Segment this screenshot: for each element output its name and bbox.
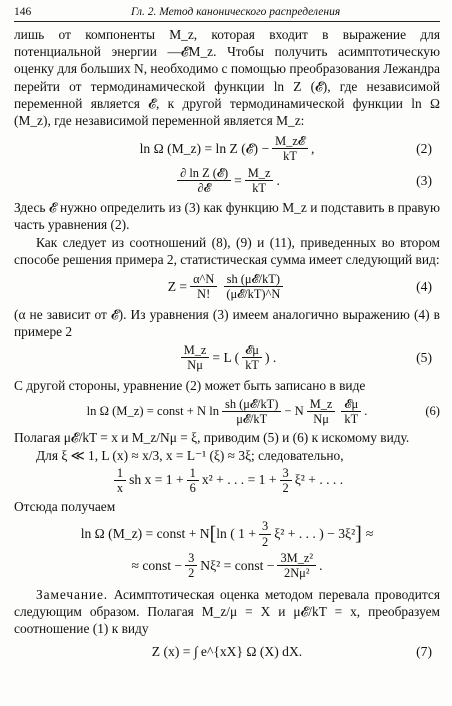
paragraph-4: (α не зависит от 𝓔). Из уравнения (3) имеем аналогично выражению (4) в примере 2 xyxy=(14,306,440,339)
fraction: $\frac{\text{3M\_z²}}{\text{2Nμ²}}$ xyxy=(277,551,316,581)
fraction: $\frac{M\_z}{N\mu}$ xyxy=(181,343,210,373)
fraction: $\frac{1}{x}$ xyxy=(114,466,126,496)
equation-3: $\frac{\text{∂ ln Z (𝓔)}}{\text{∂𝓔}}$ = $\frac{M\_z}{kT}$ . (3) xyxy=(14,166,440,196)
paragraph-8: Отсюда получаем xyxy=(14,499,116,515)
equation-series: $\frac{1}{x}$ sh x = 1 + $\frac{1}{6}$ x² + . . . = 1 + $\frac{3}{2}$ ξ² + . . . . xyxy=(14,466,440,496)
bracket-close: ] xyxy=(355,523,362,546)
equation-number: (5) xyxy=(416,349,432,365)
remark-text: Асимптотическая оценка методом перевала проводится следующим образом. Полагая M_z/μ = X и μ𝓔/kT = x, преобразуем соотношение (1) к виду xyxy=(14,586,440,636)
fraction: $\frac{\text{𝓔μ}}{kT}$ xyxy=(341,397,361,427)
paragraph-remark xyxy=(14,586,440,638)
fraction: $\frac{\text{∂ ln Z (𝓔)}}{\text{∂𝓔}}$ xyxy=(177,166,231,196)
fraction: $\frac{1}{6}$ xyxy=(187,466,199,496)
equation-number: (7) xyxy=(416,644,432,660)
fraction: $\frac{3}{2}$ xyxy=(185,551,197,581)
fraction: $\frac{3}{2}$ xyxy=(280,466,292,496)
equation-number: (4) xyxy=(416,278,432,294)
equation-5: $\frac{M\_z}{N\mu}$ = L ( $\frac{\text{𝓔μ}}{kT}$ ) . (5) xyxy=(14,343,440,373)
equation-7: Z (x) = ∫ e^{xX} Ω (X) dX. (7) xyxy=(151,644,432,660)
equation-number: (6) xyxy=(425,404,440,419)
fraction: $\frac{\text{𝓔μ}}{kT}$ xyxy=(242,343,262,373)
equation-2: ln Ω (M_z) = ln Z (𝓔) − $\frac{\text{M\_z𝓔}}{kT}$ , (2) xyxy=(139,134,432,164)
paragraph-2: Здесь 𝓔 нужно определить из (3) как функцию M_z и подставить в правую часть уравнения (2). xyxy=(14,200,440,233)
equation-number: (2) xyxy=(416,140,432,156)
fraction: $\frac{\text{M\_z𝓔}}{kT}$ xyxy=(272,134,308,164)
fraction: $\frac{\text{sh (μ𝓔/kT)}}{\text{μ𝓔/kT}}$ xyxy=(222,397,281,427)
equation-4: Z = $\frac{\alpha\^{}N}{N!}$ $\frac{\text{sh (μ𝓔/kT)}}{\text{(μ𝓔/kT)\textasciicircum{}N}}$ (4) xyxy=(167,272,432,302)
fraction: $\frac{\alpha\^{}N}{N!}$ xyxy=(190,272,217,302)
paragraph-7: Для ξ ≪ 1, L (x) ≈ x/3, x = L⁻¹ (ξ) ≈ 3ξ; следовательно, xyxy=(36,447,344,463)
equation-6: ln Ω (M_z) = const + N ln $\frac{\text{sh (μ𝓔/kT)}}{\text{μ𝓔/kT}}$ − N $\frac{M\_z}{N\mu}$ $\frac{\text{𝓔μ}}{kT}$ . (6) xyxy=(86,396,440,427)
bracket-open: [ xyxy=(209,523,217,546)
page-number: 146 xyxy=(14,6,32,18)
paragraph-3: Как следует из соотношений (8), (9) и (11), приведенных во втором способе решения примера 2, статистическая сумма имеет следующий вид: xyxy=(14,234,440,267)
paragraph-1: лишь от компоненты M_z, которая входит в выражение для потенциальной энергии —𝓔M_z. Чтобы получить асимптотическую оценку для больших N, необходимо с помощью преобразования Лежандра перейти от термодинамической функции ln Z (𝓔), где независимой переменной является 𝓔, к другой термодинамической функции ln Ω (M_z), где независимой переменной является M_z: xyxy=(14,27,440,129)
fraction: $\frac{M\_z}{N\mu}$ xyxy=(307,397,336,427)
paragraph-6: Полагая μ𝓔/kT = x и M_z/Nμ = ξ, приводим (5) и (6) к искомому виду. xyxy=(14,430,410,446)
equation-expansion: ln Ω (M_z) = const + N [ ln ( 1 + $\frac{3}{2}$ ξ² + . . . ) − 3ξ² ] ≈ xyxy=(80,519,374,549)
equation-result: ≈ const − $\frac{3}{2}$ Nξ² = const − $\frac{\text{3M\_z²}}{\text{2Nμ²}}$ . xyxy=(131,550,323,581)
running-header xyxy=(14,6,440,22)
equation-number: (3) xyxy=(416,172,432,188)
remark-label: Замечание. xyxy=(36,586,109,602)
fraction: $\frac{M\_z}{kT}$ xyxy=(245,166,274,196)
fraction: $\frac{3}{2}$ xyxy=(259,519,271,549)
fraction: $\frac{\text{sh (μ𝓔/kT)}}{\text{(μ𝓔/kT)\textasciicircum{}N}}$ xyxy=(223,272,283,302)
book-page xyxy=(0,6,452,706)
chapter-title: Гл. 2. Метод канонического распределения xyxy=(131,6,341,18)
paragraph-5: С другой стороны, уравнение (2) может быть записано в виде xyxy=(14,377,366,393)
